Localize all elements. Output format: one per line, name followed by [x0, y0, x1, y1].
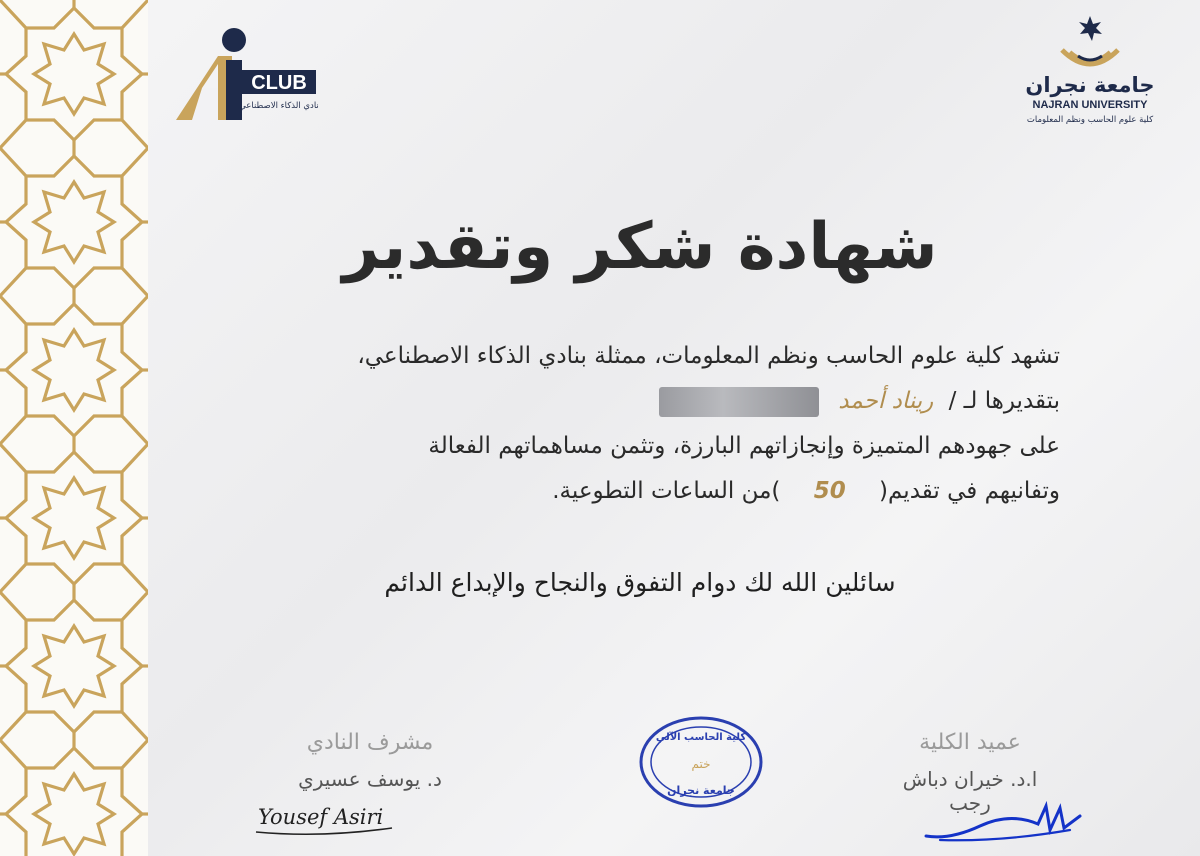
- certificate-body: [240, 334, 1060, 514]
- college-stamp: [636, 712, 766, 812]
- dean-title: عميد الكلية: [919, 730, 1021, 755]
- supervisor-signature-text: Yousef Asiri: [258, 805, 384, 829]
- volunteer-hours: 50: [813, 478, 846, 504]
- college-name: كلية علوم الحاسب ونظم المعلومات: [1026, 115, 1154, 125]
- recipient-name: ريناد أحمد: [838, 388, 934, 414]
- supervisor-signature-block: [270, 730, 470, 791]
- dean-name: ا.د. خيران دباش رجب: [902, 767, 1038, 815]
- ai-club-logo: [168, 18, 318, 128]
- geometric-pattern-icon: [0, 0, 148, 856]
- ai-dot-icon: [222, 28, 246, 52]
- hours-prefix: وتفانيهم في تقديم(: [879, 478, 1060, 504]
- decorative-border: [0, 0, 148, 856]
- supervisor-title: مشرف النادي: [306, 730, 434, 755]
- acknowledgment-prefix: بتقديرها لـ /: [948, 388, 1060, 414]
- ai-letter-i-icon: [226, 60, 242, 120]
- body-line-3: على جهودهم المتميزة وإنجازاتهم البارزة، وتثمن مساهماتهم الفعالة: [428, 433, 1060, 459]
- stamp-text-top: كلية الحاسب الآلي: [655, 732, 747, 743]
- stamp-seal-icon: [636, 712, 766, 812]
- najran-university-logo: [1020, 14, 1160, 132]
- body-line-2: [240, 379, 1060, 424]
- certificate-title: شهادة شكر وتقدير: [342, 210, 938, 284]
- redacted-surname: [659, 387, 819, 417]
- dean-signature: [920, 796, 1090, 846]
- club-wordmark: CLUB: [251, 72, 307, 94]
- university-name-ar: جامعة نجران: [1025, 73, 1155, 97]
- wish-text: سائلين الله لك دوام التفوق والنجاح والإبداع الدائم: [384, 568, 896, 597]
- body-line-4: [240, 469, 1060, 514]
- body-line-1: تشهد كلية علوم الحاسب ونظم المعلومات، ممثلة بنادي الذكاء الاصطناعي،: [357, 343, 1060, 369]
- university-star-icon: [1079, 16, 1102, 41]
- supervisor-name: د. يوسف عسيري: [298, 767, 442, 791]
- supervisor-signature: [252, 792, 402, 842]
- dean-signature-scribble-icon: [920, 796, 1090, 846]
- university-name-en: NAJRAN UNIVERSITY: [1032, 99, 1148, 111]
- club-subtitle: نادي الذكاء الاصطناعي: [239, 101, 318, 111]
- hours-suffix: )من الساعات التطوعية.: [552, 478, 781, 504]
- stamp-text-center: ختم: [691, 757, 711, 771]
- stamp-text-bottom: جامعة نجران: [667, 784, 735, 797]
